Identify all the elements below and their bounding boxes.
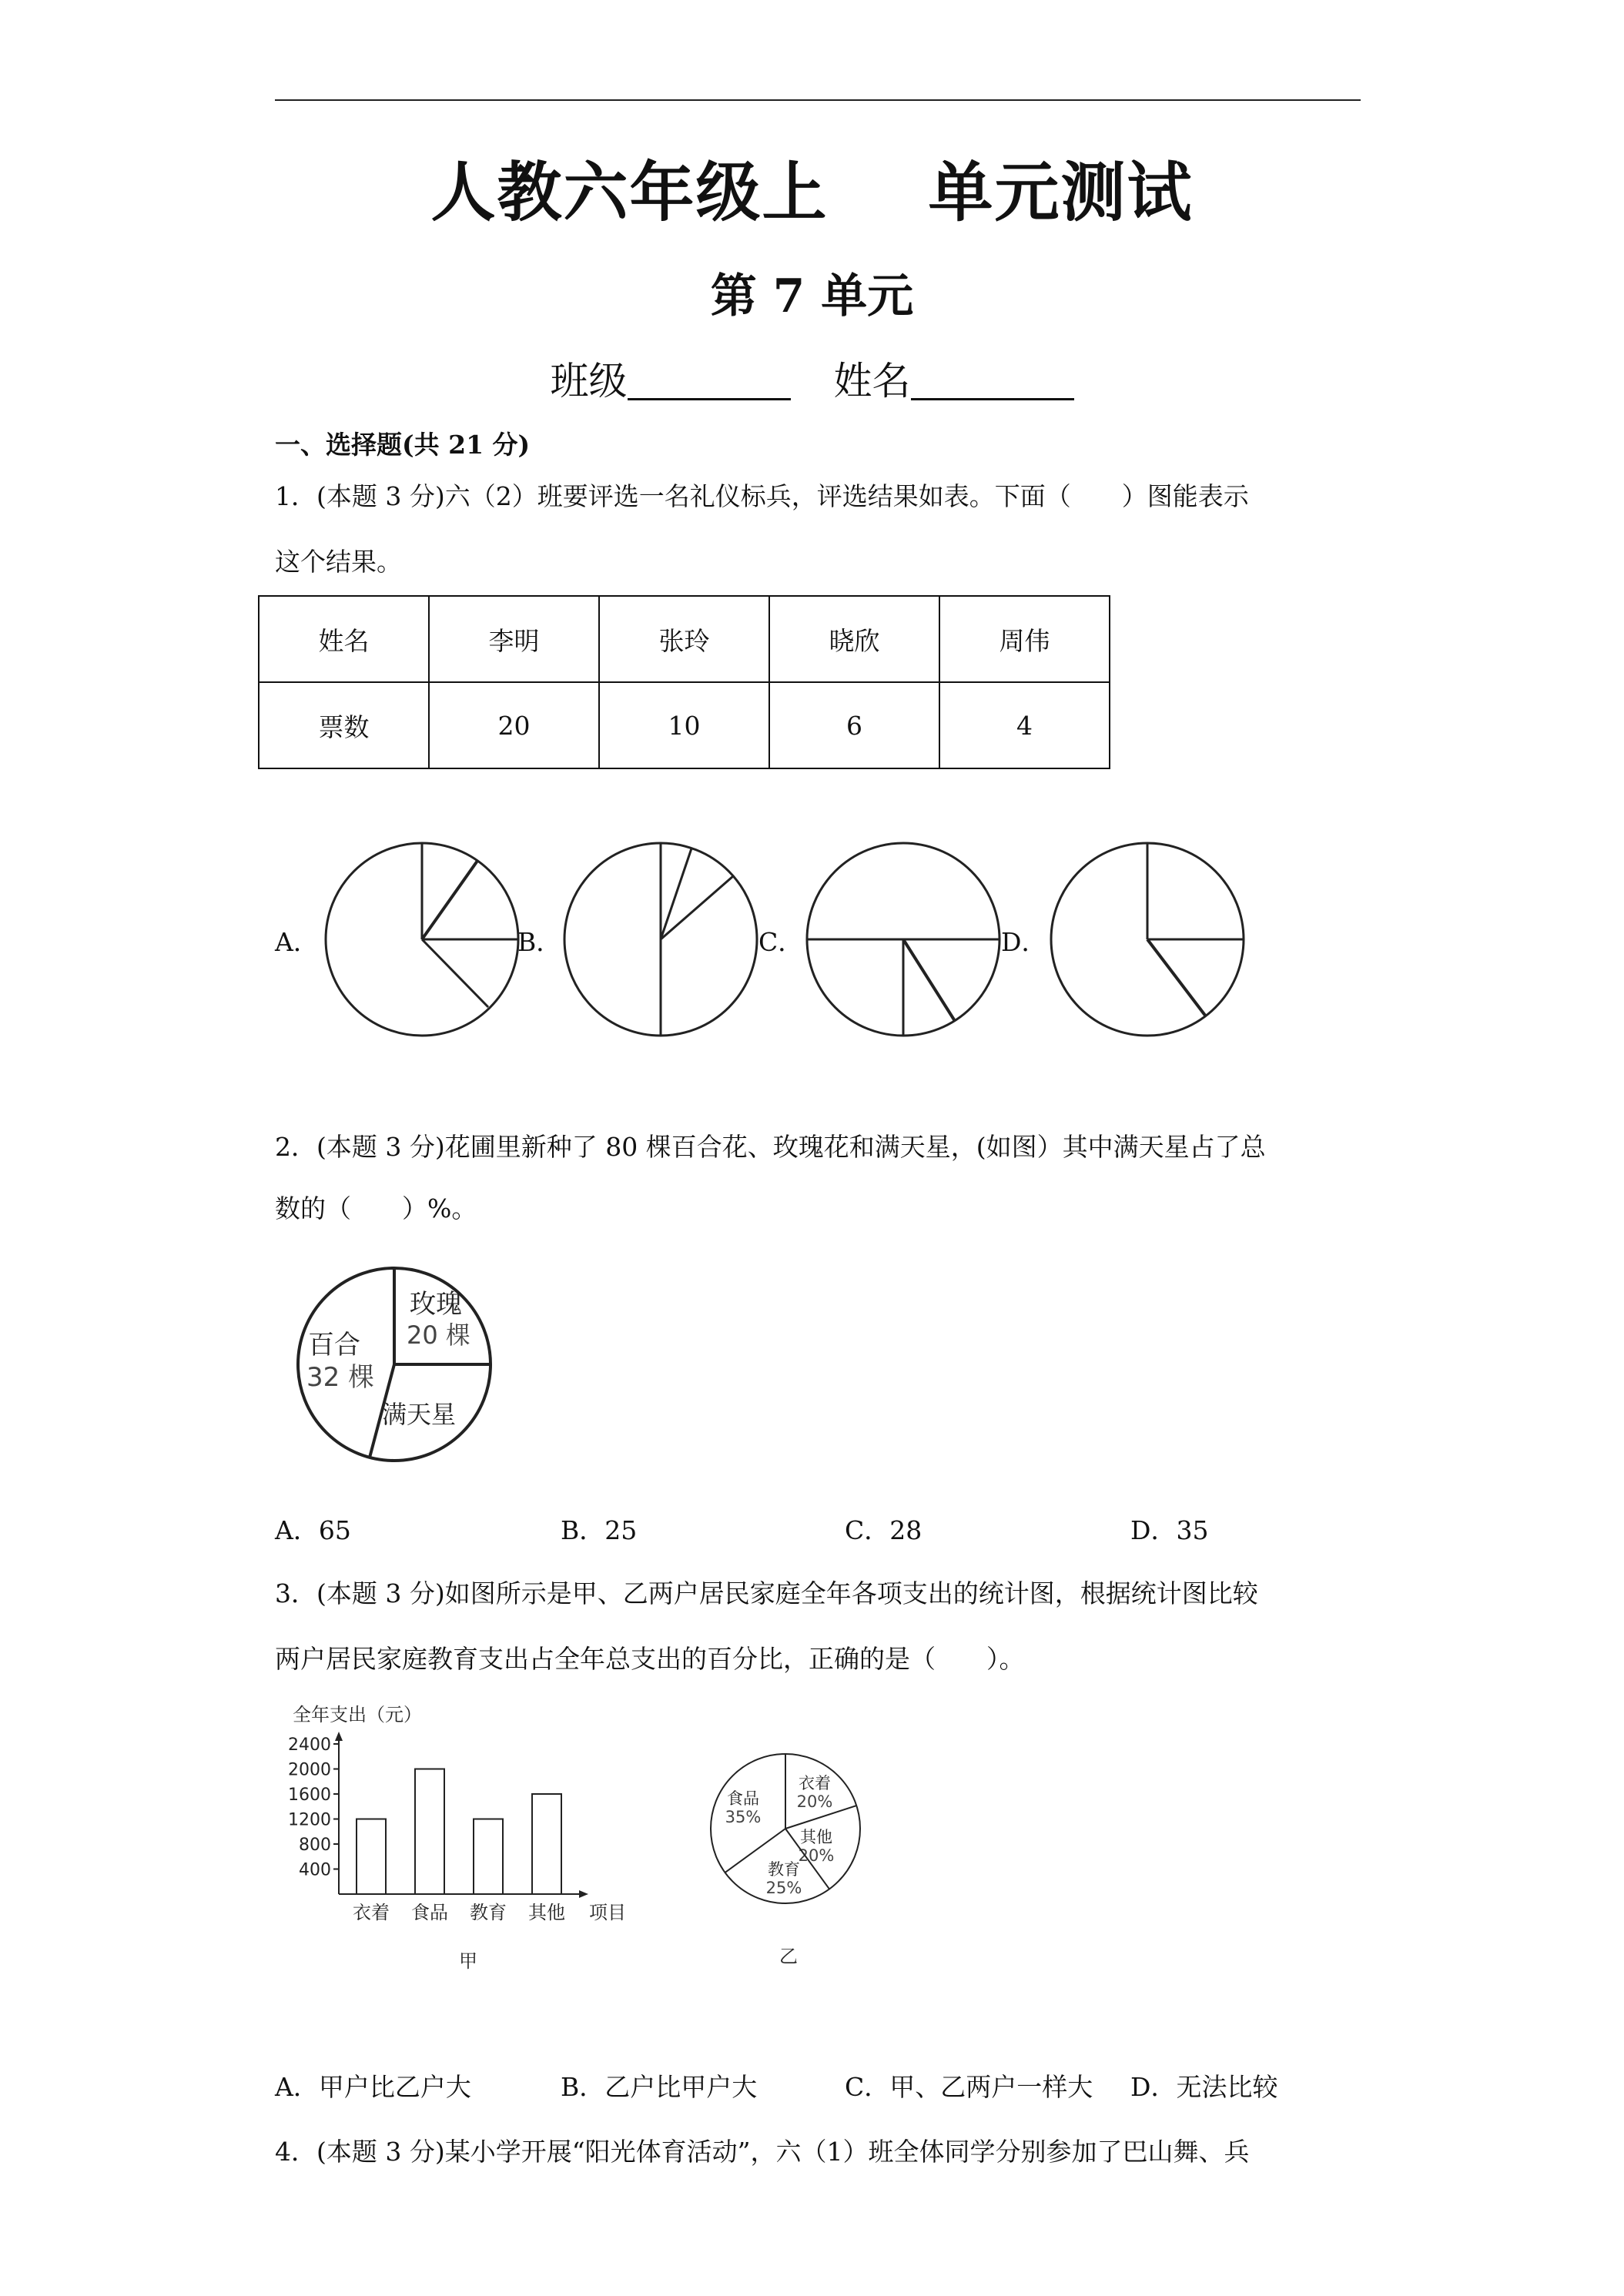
- q3-option-b[interactable]: B．乙户比甲户大: [561, 2072, 758, 2102]
- table-cell: 4: [939, 682, 1110, 768]
- q3-option-a[interactable]: A．甲户比乙户大: [275, 2072, 471, 2102]
- title-left: 人教六年级上: [430, 155, 829, 230]
- bar-衣着: [357, 1819, 386, 1895]
- pie-option-d: [1051, 843, 1244, 1036]
- pie-value-食品: 35%: [725, 1808, 762, 1826]
- lily-label: 百合: [308, 1330, 360, 1361]
- top-rule: [275, 99, 1361, 101]
- q2-line2: 数的（ ）%。: [275, 1193, 477, 1223]
- lily-count: 32 棵: [306, 1362, 375, 1393]
- pie-label-教育: 教育: [768, 1860, 800, 1879]
- table-row: [259, 596, 1110, 682]
- bar-x-tick-label: 食品: [411, 1902, 448, 1923]
- bar-chart-caption: 甲: [459, 1950, 477, 1972]
- bar-x-tick-label: 衣着: [353, 1902, 390, 1923]
- table-cell: 10: [599, 682, 769, 768]
- bar-x-tick-label: 教育: [470, 1902, 507, 1923]
- q2-option-d[interactable]: D．35: [1130, 1515, 1209, 1545]
- q3-line1: 3．(本题 3 分)如图所示是甲、乙两户居民家庭全年各项支出的统计图，根据统计图比较: [275, 1578, 1258, 1608]
- bar-y-axis-label: 全年支出（元）: [293, 1704, 422, 1725]
- table-cell: 周伟: [939, 596, 1110, 682]
- bar-食品: [415, 1769, 444, 1895]
- q3-option-c[interactable]: C．甲、乙两户一样大: [845, 2072, 1093, 2102]
- q1-option-b[interactable]: B．: [517, 927, 562, 957]
- pie-label-食品: 食品: [727, 1789, 759, 1808]
- name-label: 姓名: [833, 359, 911, 403]
- q2-option-b[interactable]: B．25: [561, 1515, 638, 1545]
- section-heading: 一、选择题(共 21 分): [275, 430, 531, 460]
- q3-line2: 两户居民家庭教育支出占全年总支出的百分比，正确的是（ ）。: [275, 1644, 1025, 1674]
- q2-line1: 2．(本题 3 分)花圃里新种了 80 棵百合花、玫瑰花和满天星，(如图）其中满天星占了总: [275, 1132, 1266, 1162]
- expense-pie-chart-yi: [701, 1744, 886, 1975]
- q3-option-d[interactable]: D．无法比较: [1130, 2072, 1278, 2102]
- rose-label: 玫瑰: [410, 1289, 462, 1320]
- bar-x-axis-arrow: [579, 1890, 588, 1898]
- bar-y-tick-label: 2000: [288, 1760, 331, 1780]
- name-blank[interactable]: [911, 358, 1074, 400]
- q1-option-a[interactable]: A．: [275, 927, 319, 957]
- table-row: [259, 682, 1110, 768]
- table-cell: 票数: [259, 682, 429, 768]
- class-label: 班级: [550, 359, 628, 403]
- bar-x-tick-label: 其他: [528, 1902, 565, 1923]
- bar-其他: [532, 1794, 561, 1894]
- pie-label-衣着: 衣着: [799, 1774, 831, 1792]
- table-cell: 晓欣: [769, 596, 939, 682]
- class-blank[interactable]: [628, 358, 791, 400]
- q2-option-c[interactable]: C．28: [845, 1515, 922, 1545]
- table-cell: 6: [769, 682, 939, 768]
- pie-chart-caption: 乙: [779, 1946, 798, 1967]
- baby-label: 满天星: [382, 1400, 457, 1429]
- title-right: 单元测试: [928, 155, 1194, 230]
- bar-x-axis-label: 项目: [589, 1902, 626, 1923]
- q1-pie-options: [0, 832, 1624, 1063]
- table-cell: 姓名: [259, 596, 429, 682]
- student-info: [0, 356, 1624, 407]
- q1-option-d[interactable]: D．: [1001, 927, 1047, 957]
- bar-教育: [474, 1819, 503, 1895]
- rose-count: 20 棵: [407, 1320, 470, 1350]
- pie-option-c: [807, 843, 1000, 1036]
- q4-line1: 4．(本题 3 分)某小学开展“阳光体育活动”，六（1）班全体同学分别参加了巴山舞、兵: [275, 2137, 1250, 2167]
- q1-option-c[interactable]: C．: [758, 927, 804, 957]
- unit-title: 第 7 单元: [710, 269, 914, 323]
- pie-value-其他: 20%: [798, 1846, 835, 1865]
- bar-y-tick-label: 1600: [288, 1786, 331, 1805]
- votes-table: [258, 595, 1110, 769]
- pie-option-a: [326, 843, 518, 1036]
- pie-option-b: [564, 843, 757, 1036]
- pie-value-衣着: 20%: [796, 1792, 833, 1811]
- bar-y-tick-label: 1200: [288, 1810, 331, 1830]
- bar-y-tick-label: 400: [299, 1860, 331, 1880]
- page-title: [0, 150, 1624, 235]
- bar-y-axis-arrow: [335, 1732, 343, 1741]
- expense-bar-chart-jia: [277, 1698, 647, 1975]
- pie-value-教育: 25%: [765, 1879, 802, 1897]
- table-cell: 20: [429, 682, 599, 768]
- table-cell: 李明: [429, 596, 599, 682]
- q2-option-a[interactable]: A．65: [275, 1515, 351, 1545]
- q1-line1: 1．(本题 3 分)六（2）班要评选一名礼仪标兵，评选结果如表。下面（ ）图能表示: [275, 481, 1249, 511]
- q2-flower-pie: [277, 1255, 524, 1478]
- bar-y-tick-label: 2400: [288, 1735, 331, 1755]
- bar-y-tick-label: 800: [299, 1836, 331, 1855]
- q1-line2: 这个结果。: [275, 547, 402, 577]
- table-cell: 张玲: [599, 596, 769, 682]
- pie-label-其他: 其他: [800, 1828, 832, 1846]
